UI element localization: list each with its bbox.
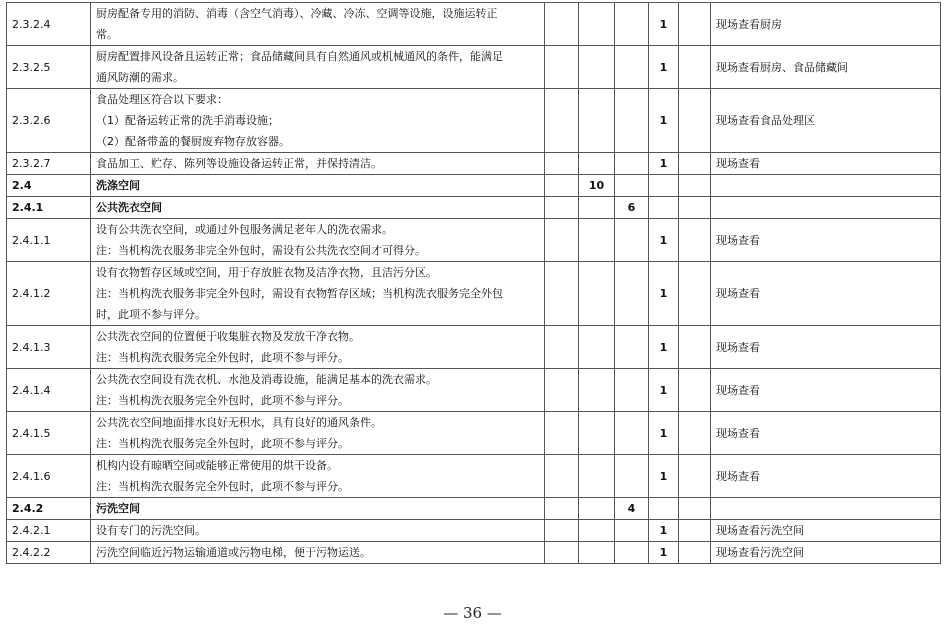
assessment-method-cell: 现场查看厨房 bbox=[711, 3, 941, 46]
item-description-cell bbox=[91, 197, 545, 219]
item-description-cell bbox=[91, 46, 545, 89]
extra-score-cell bbox=[679, 326, 711, 369]
table-row bbox=[7, 46, 941, 89]
subcategory-score-cell: 4 bbox=[615, 498, 649, 520]
item-code-cell: 2.4.1.6 bbox=[7, 455, 91, 498]
extra-score-cell bbox=[679, 369, 711, 412]
item-code-cell: 2.3.2.5 bbox=[7, 46, 91, 89]
item-score-cell: 1 bbox=[649, 262, 679, 326]
assessment-method-cell bbox=[711, 197, 941, 219]
item-code-cell: 2.4.2.1 bbox=[7, 520, 91, 542]
extra-score-cell bbox=[679, 498, 711, 520]
item-description-cell bbox=[91, 412, 545, 455]
category-score-cell bbox=[579, 542, 615, 564]
assessment-method-cell: 现场查看污洗空间 bbox=[711, 542, 941, 564]
table-row bbox=[7, 153, 941, 175]
subcategory-score-cell bbox=[615, 3, 649, 46]
subcategory-score-cell bbox=[615, 520, 649, 542]
category-score-cell bbox=[579, 326, 615, 369]
item-code-cell: 2.4.1 bbox=[7, 197, 91, 219]
item-description-cell bbox=[91, 262, 545, 326]
score-cell bbox=[545, 197, 579, 219]
description-line: 公共洗衣空间 bbox=[96, 201, 162, 214]
description-line: 注：当机构洗衣服务完全外包时，此项不参与评分。 bbox=[96, 480, 349, 493]
description-line: 设有公共洗衣空间，或通过外包服务满足老年人的洗衣需求。 bbox=[96, 223, 393, 236]
item-description-cell bbox=[91, 326, 545, 369]
item-score-cell: 1 bbox=[649, 3, 679, 46]
extra-score-cell bbox=[679, 153, 711, 175]
extra-score-cell bbox=[679, 175, 711, 197]
item-score-cell bbox=[649, 498, 679, 520]
table-row bbox=[7, 3, 941, 46]
assessment-method-cell: 现场查看 bbox=[711, 219, 941, 262]
category-score-cell bbox=[579, 3, 615, 46]
description-line: 公共洗衣空间地面排水良好无积水，具有良好的通风条件。 bbox=[96, 416, 382, 429]
item-code-cell: 2.4.2.2 bbox=[7, 542, 91, 564]
score-cell bbox=[545, 520, 579, 542]
extra-score-cell bbox=[679, 412, 711, 455]
description-line: 机构内设有晾晒空间或能够正常使用的烘干设备。 bbox=[96, 459, 338, 472]
item-score-cell bbox=[649, 175, 679, 197]
score-cell bbox=[545, 46, 579, 89]
item-score-cell: 1 bbox=[649, 369, 679, 412]
item-score-cell: 1 bbox=[649, 326, 679, 369]
table-row bbox=[7, 498, 941, 520]
category-score-cell bbox=[579, 498, 615, 520]
description-line: （1）配备运转正常的洗手消毒设施； bbox=[96, 114, 279, 127]
extra-score-cell bbox=[679, 262, 711, 326]
category-score-cell bbox=[579, 219, 615, 262]
category-score-cell bbox=[579, 197, 615, 219]
table-row bbox=[7, 89, 941, 153]
extra-score-cell bbox=[679, 197, 711, 219]
score-cell bbox=[545, 219, 579, 262]
subcategory-score-cell: 6 bbox=[615, 197, 649, 219]
score-cell bbox=[545, 542, 579, 564]
score-cell bbox=[545, 412, 579, 455]
item-description-cell bbox=[91, 219, 545, 262]
item-description-cell bbox=[91, 369, 545, 412]
subcategory-score-cell bbox=[615, 369, 649, 412]
extra-score-cell bbox=[679, 219, 711, 262]
table-row bbox=[7, 326, 941, 369]
category-score-cell bbox=[579, 153, 615, 175]
standards-table bbox=[6, 2, 941, 564]
assessment-method-cell: 现场查看 bbox=[711, 455, 941, 498]
item-description-cell bbox=[91, 542, 545, 564]
category-score-cell bbox=[579, 369, 615, 412]
item-description-cell bbox=[91, 153, 545, 175]
item-description-cell bbox=[91, 498, 545, 520]
table-row bbox=[7, 455, 941, 498]
score-cell bbox=[545, 455, 579, 498]
category-score-cell bbox=[579, 89, 615, 153]
item-code-cell: 2.4.1.4 bbox=[7, 369, 91, 412]
table-row bbox=[7, 412, 941, 455]
subcategory-score-cell bbox=[615, 153, 649, 175]
assessment-method-cell: 现场查看污洗空间 bbox=[711, 520, 941, 542]
description-line: 公共洗衣空间设有洗衣机、水池及消毒设施，能满足基本的洗衣需求。 bbox=[96, 373, 437, 386]
item-score-cell: 1 bbox=[649, 520, 679, 542]
item-score-cell: 1 bbox=[649, 455, 679, 498]
item-score-cell: 1 bbox=[649, 542, 679, 564]
score-cell bbox=[545, 369, 579, 412]
description-line: 污洗空间 bbox=[96, 502, 140, 515]
item-code-cell: 2.3.2.7 bbox=[7, 153, 91, 175]
description-line: 注：当机构洗衣服务完全外包时，此项不参与评分。 bbox=[96, 394, 349, 407]
extra-score-cell bbox=[679, 3, 711, 46]
subcategory-score-cell bbox=[615, 46, 649, 89]
description-line: 厨房配备专用的消防、消毒（含空气消毒）、冷藏、冷冻、空调等设施，设施运转正 bbox=[96, 7, 498, 20]
score-cell bbox=[545, 326, 579, 369]
description-line: 注：当机构洗衣服务非完全外包时，需设有衣物暂存区域；当机构洗衣服务完全外包 bbox=[96, 287, 503, 300]
category-score-cell: 10 bbox=[579, 175, 615, 197]
description-line: 注：当机构洗衣服务完全外包时，此项不参与评分。 bbox=[96, 437, 349, 450]
item-code-cell: 2.3.2.6 bbox=[7, 89, 91, 153]
description-line: 厨房配置排风设备且运转正常；食品储藏间具有自然通风或机械通风的条件，能满足 bbox=[96, 50, 503, 63]
item-code-cell: 2.4.2 bbox=[7, 498, 91, 520]
subcategory-score-cell bbox=[615, 219, 649, 262]
assessment-method-cell: 现场查看 bbox=[711, 412, 941, 455]
score-cell bbox=[545, 3, 579, 46]
assessment-method-cell: 现场查看 bbox=[711, 326, 941, 369]
item-description-cell bbox=[91, 175, 545, 197]
assessment-method-cell: 现场查看 bbox=[711, 262, 941, 326]
item-code-cell: 2.4 bbox=[7, 175, 91, 197]
description-line: 时，此项不参与评分。 bbox=[96, 308, 206, 321]
category-score-cell bbox=[579, 412, 615, 455]
assessment-method-cell: 现场查看食品处理区 bbox=[711, 89, 941, 153]
score-cell bbox=[545, 175, 579, 197]
description-line: 洗涤空间 bbox=[96, 179, 140, 192]
subcategory-score-cell bbox=[615, 326, 649, 369]
score-cell bbox=[545, 262, 579, 326]
item-code-cell: 2.4.1.5 bbox=[7, 412, 91, 455]
item-code-cell: 2.3.2.4 bbox=[7, 3, 91, 46]
table-row bbox=[7, 520, 941, 542]
item-score-cell: 1 bbox=[649, 89, 679, 153]
category-score-cell bbox=[579, 262, 615, 326]
subcategory-score-cell bbox=[615, 455, 649, 498]
description-line: 食品加工、贮存、陈列等设施设备运转正常，并保持清洁。 bbox=[96, 157, 382, 170]
subcategory-score-cell bbox=[615, 262, 649, 326]
table-body bbox=[7, 3, 941, 564]
table-row bbox=[7, 262, 941, 326]
subcategory-score-cell bbox=[615, 412, 649, 455]
table-row bbox=[7, 197, 941, 219]
assessment-method-cell bbox=[711, 498, 941, 520]
assessment-method-cell bbox=[711, 175, 941, 197]
page-number: — 36 — bbox=[443, 604, 502, 622]
score-cell bbox=[545, 498, 579, 520]
category-score-cell bbox=[579, 455, 615, 498]
description-line: 注：当机构洗衣服务非完全外包时，需设有公共洗衣空间才可得分。 bbox=[96, 244, 426, 257]
assessment-method-cell: 现场查看 bbox=[711, 369, 941, 412]
extra-score-cell bbox=[679, 455, 711, 498]
assessment-method-cell: 现场查看 bbox=[711, 153, 941, 175]
extra-score-cell bbox=[679, 542, 711, 564]
item-score-cell: 1 bbox=[649, 153, 679, 175]
subcategory-score-cell bbox=[615, 542, 649, 564]
description-line: 食品处理区符合以下要求： bbox=[96, 93, 228, 106]
score-cell bbox=[545, 153, 579, 175]
extra-score-cell bbox=[679, 89, 711, 153]
item-score-cell: 1 bbox=[649, 219, 679, 262]
subcategory-score-cell bbox=[615, 175, 649, 197]
subcategory-score-cell bbox=[615, 89, 649, 153]
item-description-cell bbox=[91, 455, 545, 498]
item-code-cell: 2.4.1.1 bbox=[7, 219, 91, 262]
item-code-cell: 2.4.1.2 bbox=[7, 262, 91, 326]
description-line: 通风防潮的需求。 bbox=[96, 71, 184, 84]
category-score-cell bbox=[579, 46, 615, 89]
item-score-cell bbox=[649, 197, 679, 219]
category-score-cell bbox=[579, 520, 615, 542]
description-line: 设有衣物暂存区域或空间，用于存放脏衣物及洁净衣物，且洁污分区。 bbox=[96, 266, 437, 279]
table-row bbox=[7, 219, 941, 262]
extra-score-cell bbox=[679, 520, 711, 542]
description-line: 常。 bbox=[96, 28, 118, 41]
score-cell bbox=[545, 89, 579, 153]
description-line: 设有专门的污洗空间。 bbox=[96, 524, 206, 537]
description-line: 注：当机构洗衣服务完全外包时，此项不参与评分。 bbox=[96, 351, 349, 364]
description-line: 污洗空间临近污物运输通道或污物电梯，便于污物运送。 bbox=[96, 546, 371, 559]
item-description-cell bbox=[91, 3, 545, 46]
item-score-cell: 1 bbox=[649, 46, 679, 89]
extra-score-cell bbox=[679, 46, 711, 89]
description-line: （2）配备带盖的餐厨废弃物存放容器。 bbox=[96, 135, 290, 148]
item-code-cell: 2.4.1.3 bbox=[7, 326, 91, 369]
item-score-cell: 1 bbox=[649, 412, 679, 455]
table-row bbox=[7, 175, 941, 197]
description-line: 公共洗衣空间的位置便于收集脏衣物及发放干净衣物。 bbox=[96, 330, 360, 343]
table-row bbox=[7, 369, 941, 412]
table-row bbox=[7, 542, 941, 564]
item-description-cell bbox=[91, 520, 545, 542]
assessment-method-cell: 现场查看厨房、食品储藏间 bbox=[711, 46, 941, 89]
item-description-cell bbox=[91, 89, 545, 153]
